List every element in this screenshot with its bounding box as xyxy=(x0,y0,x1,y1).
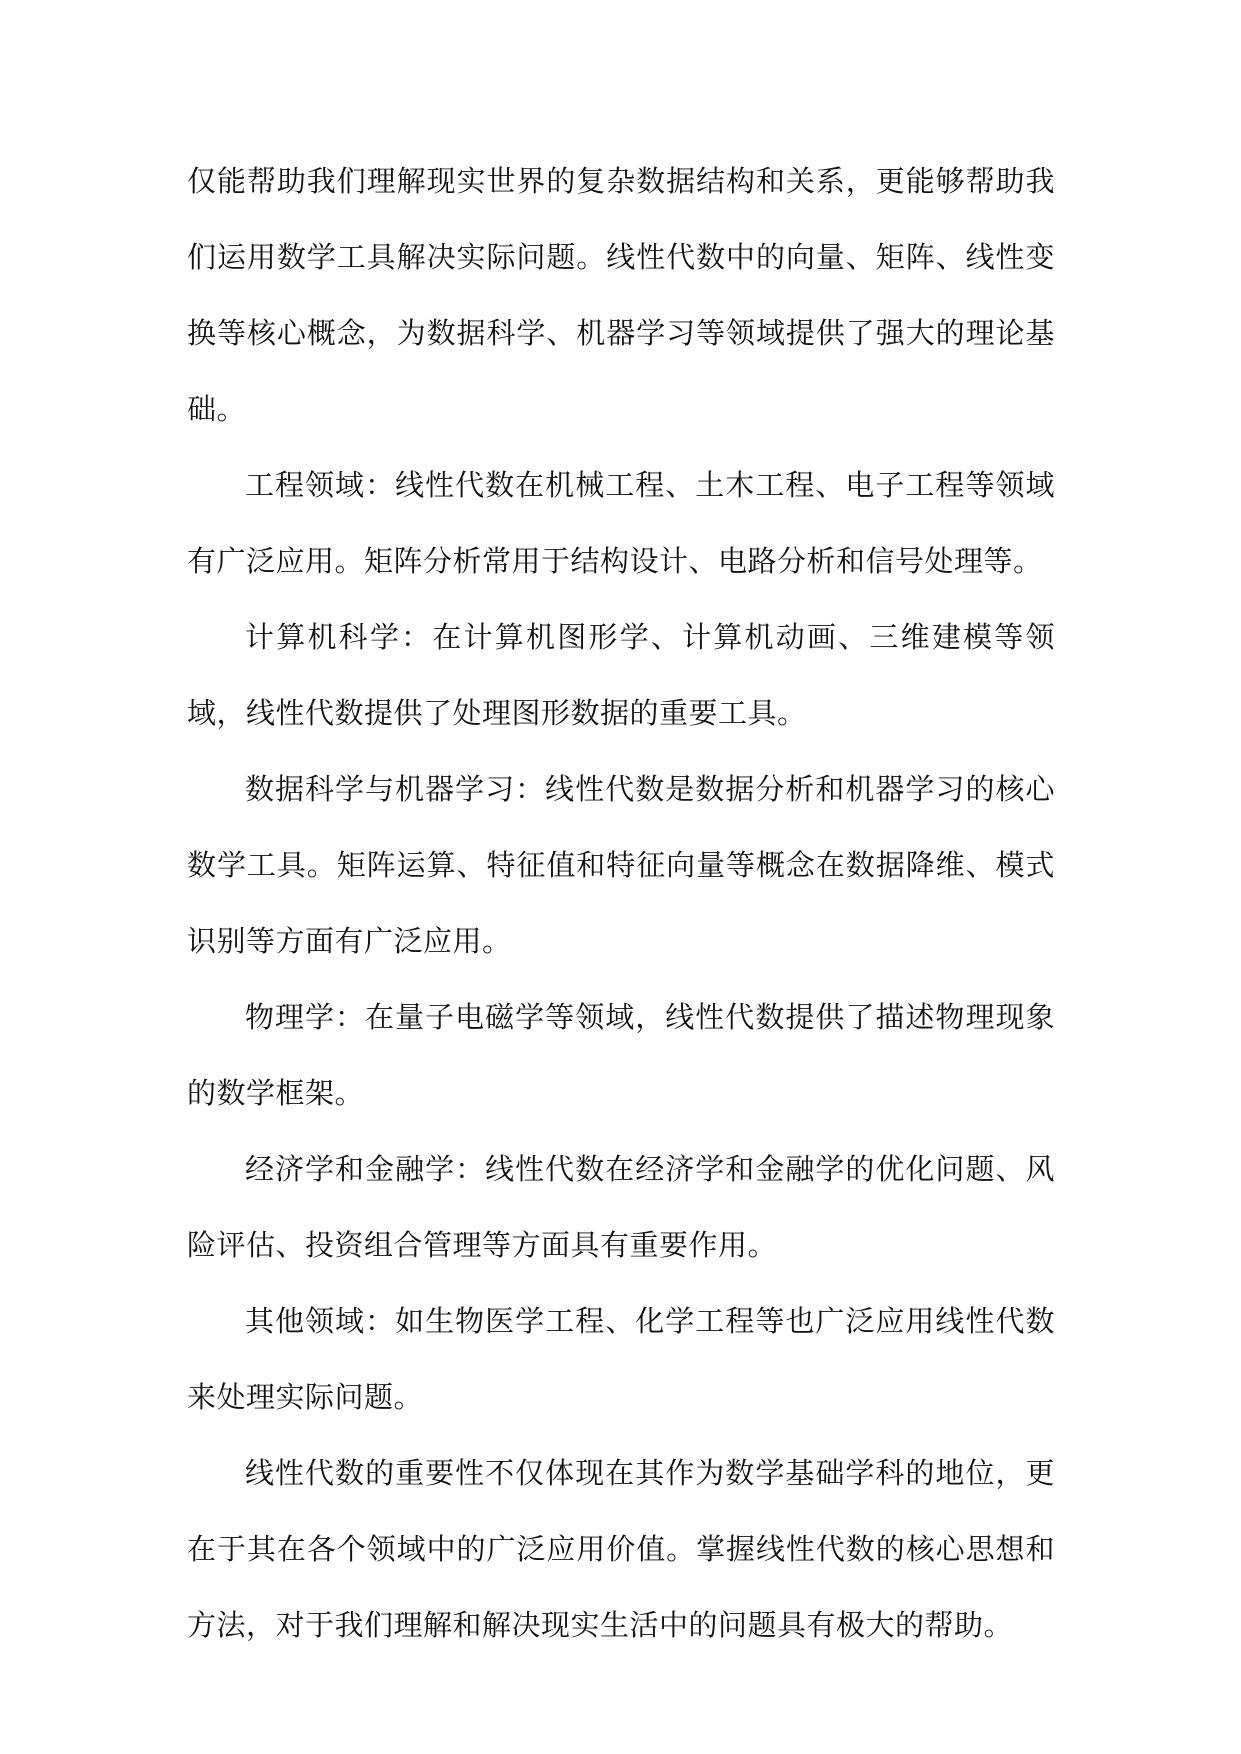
paragraph-computer-science: 计算机科学：在计算机图形学、计算机动画、三维建模等领域，线性代数提供了处理图形数据的重要工具。 xyxy=(187,620,1055,730)
paragraph-conclusion: 线性代数的重要性不仅体现在其作为数学基础学科的地位，更在于其在各个领域中的广泛应用价值。掌握线性代数的核心思想和方法，对于我们理解和解决现实生活中的问题具有极大的帮助。 xyxy=(187,1456,1055,1642)
paragraph-continued-intro: 仅能帮助我们理解现实世界的复杂数据结构和关系，更能够帮助我们运用数学工具解决实际问题。线性代数中的向量、矩阵、线性变换等核心概念，为数据科学、机器学习等领域提供了强大的理论基础。 xyxy=(187,164,1055,426)
paragraph-engineering: 工程领域：线性代数在机械工程、土木工程、电子工程等领域有广泛应用。矩阵分析常用于结构设计、电路分析和信号处理等。 xyxy=(187,468,1055,578)
paragraph-other-fields: 其他领域：如生物医学工程、化学工程等也广泛应用线性代数来处理实际问题。 xyxy=(187,1304,1055,1414)
document-body xyxy=(187,143,1055,1663)
paragraph-economics: 经济学和金融学：线性代数在经济学和金融学的优化问题、风险评估、投资组合管理等方面具有重要作用。 xyxy=(187,1152,1055,1262)
paragraph-physics: 物理学：在量子电磁学等领域，线性代数提供了描述物理现象的数学框架。 xyxy=(187,1000,1055,1110)
paragraph-data-science: 数据科学与机器学习：线性代数是数据分析和机器学习的核心数学工具。矩阵运算、特征值和特征向量等概念在数据降维、模式识别等方面有广泛应用。 xyxy=(187,772,1055,958)
